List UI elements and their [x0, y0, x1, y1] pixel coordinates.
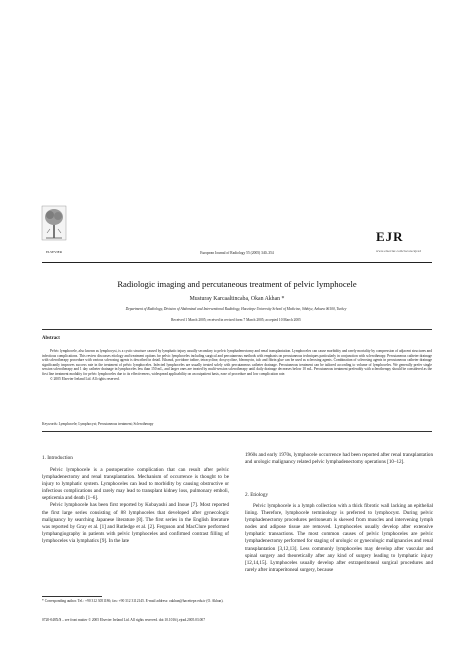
abstract-heading: Abstract	[42, 336, 60, 341]
footnote-divider	[42, 596, 102, 597]
journal-reference: European Journal of Radiology 55 (2005) 340–354	[200, 251, 274, 255]
intro-body	[42, 467, 229, 545]
etiology-heading: 2. Etiology	[245, 492, 269, 498]
intro-paragraph-1: Pelvic lymphocele is a postoperative complication that can result after pelvic lymphadenectomy and renal transplantation. Mechanism of occurrence is thought to be injury to lymphatic system. Lymphoceles can lead to morbidity by causing obstructive or infectious complications and rarely may lead to transplant kidney loss, pulmonary emboli, septicemia and death [1–6].	[42, 467, 229, 502]
etiology-paragraph-1: Pelvic lymphocele is a lymph collection with a thick fibrotic wall lacking an epithelial lining. Therefore, lymphocele terminology is preferred to lymphocyst. During pelvic lymphadenectomy procedures peritoneum is skewed from muscles and intervening lymph nodes and adipose tissue are removed. Lymphoceles usually develop after extensive lymphatic transactions. The most common causes of pelvic lymphoceles are pelvic lymphadenectomy performed for staging of urologic or gynecologic malignancies and renal transplantation [3,12,13]. Less commonly lymphoceles may develop after vascular and spinal surgery and theoretically after any kind of surgery leading to lymphatic injury [12,14,15]. Lymphoceles usually develop after extraperitoneal surgical procedures and rarely after intraperitoneal surgery, because	[245, 503, 433, 573]
abstract-paragraph: Pelvic lymphocele, also known as lymphocyst, is a cystic structure caused by lymphatic injury usually secondary to pelvic lymphadenectomy and renal transplantation. Lymphoceles can cause morbidity and rarely mortality by compression of adjacent structures and infectious complications. This review discusses etiology and treatment options for pelvic lymphoceles including surgical and percutaneous methods with emphasis on percutaneous techniques particularly in conjunction with sclerotherapy. Percutaneous catheter drainage with sclerotherapy procedure with various sclerosing agents is described in detail. Ethanol, povidone iodine, tetracycline, doxycycline, bleomycin, talc and fibrin glue can be used as sclerosing agents. Combination of sclerosing agents in percutaneous catheter drainage significantly improves success rate in the treatment of pelvic lymphoceles. Infected lymphoceles are usually treated solely with percutaneous catheter drainage. Percutaneous treatment can be tailored according to volume of lymphoceles. We generally prefer single session sclerotherapy and 1 day catheter drainage in lymphoceles less than 150 mL, and larger ones are treated by multi-session sclerotherapy until daily drainage decreases below 10 mL. Percutaneous treatment preferably with sclerotherapy should be considered as the first line treatment modality for pelvic lymphoceles due to its effectiveness, widespread applicability on an outpatient basis, ease of procedure and low complication rate.	[42, 349, 432, 376]
corresponding-author-footnote: * Corresponding author. Tel.: +90 312 3051186; fax: +90 312 3112145. E-mail address: oakhan@hacettepe.edu.tr (O. Akhan).	[42, 599, 224, 603]
rights-and-doi: 0720-048X/$ – see front matter © 2005 Elsevier Ireland Ltd. All rights reserved. doi:10.1016/j.ejrad.2005.03.007	[42, 618, 206, 622]
right-column-continuation: 1960s and early 1970s, lymphocele occurrence had been reported after renal transplantation and urologic malignancy related pelvic lymphadenectomy operations [10–12].	[245, 452, 433, 466]
journal-abbrev: EJR	[376, 229, 404, 244]
etiology-body	[245, 503, 433, 574]
author-affiliation: Department of Radiology, Division of Abdominal and Interventional Radiology, Hacettepe University School of Medicine, Sihhiye, Ankara 06100, Turkey	[125, 307, 347, 311]
received-dates: Received 1 March 2005; received in revised form 7 March 2005; accepted 10 March 2005	[171, 318, 301, 322]
abstract-copyright: © 2005 Elsevier Ireland Ltd. All rights reserved.	[50, 376, 120, 381]
keywords: Keywords: Lymphocele; Lymphocyst; Percutaneous treatment; Sclerotherapy	[42, 422, 154, 426]
abstract-text	[42, 349, 432, 381]
journal-url: www.elsevier.com/locate/ejrad	[376, 249, 422, 253]
article-title: Radiologic imaging and percutaneous treatment of pelvic lymphocele	[117, 279, 357, 289]
intro-heading: 1. Introduction	[42, 455, 73, 461]
publisher-name: ELSEVIER	[45, 250, 62, 254]
article-authors: Musturay Karcaaltincaba, Okan Akhan *	[189, 296, 285, 302]
intro-paragraph-2: Pelvic lymphocele has been first reported by Kobayashi and Inoue [7]. Most reported the first large series consisting of 88 lymphoceles that developed after gynecologic malignancy by searching Japanese literature [8]. The first series in the English literature was reported by Gray et al. [1] and Rutledge et al. [2]. Ferguson and MacClure performed lymphangiography in patients with pelvic lymphoceles and confirmed contrast filling of lymphoceles via lymphatics [9]. In the late	[42, 502, 229, 544]
journal-brand	[376, 230, 426, 253]
elsevier-tree-icon	[41, 205, 67, 245]
abstract-top-divider	[42, 329, 432, 330]
header-divider	[42, 262, 432, 263]
abstract-bottom-divider	[42, 431, 432, 432]
publisher-logo	[41, 205, 67, 254]
